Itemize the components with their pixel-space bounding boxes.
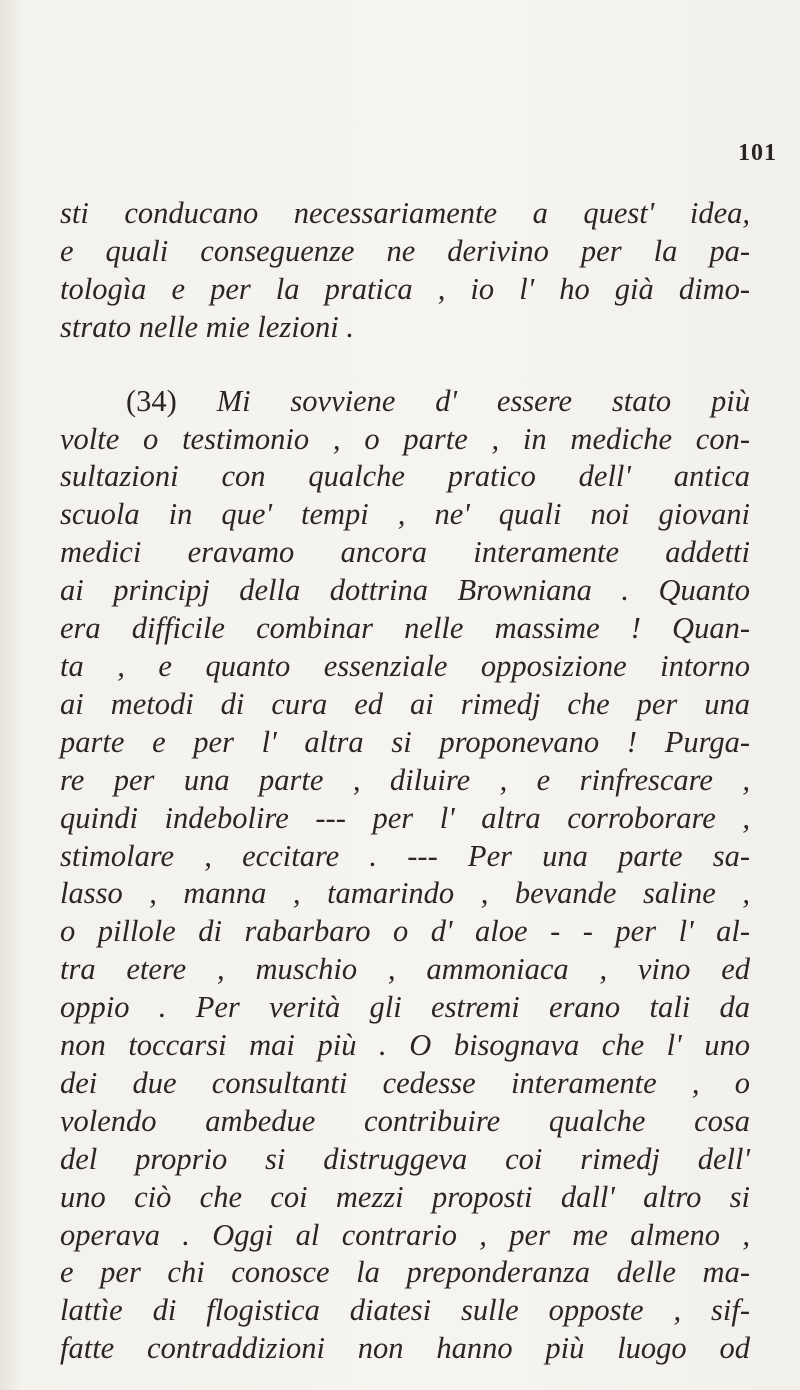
text-line: non toccarsi mai più . O bisognava che l' uno xyxy=(60,1028,750,1063)
text-line: oppio . Per verità gli estremi erano tali da xyxy=(60,990,750,1025)
paragraph-number: (34) xyxy=(126,383,177,418)
text-line: del proprio si distruggeva coi rimedj dell' xyxy=(60,1141,750,1176)
paragraph-opening-line xyxy=(60,383,750,421)
text-line: uno ciò che coi mezzi proposti dall' altro si xyxy=(60,1179,750,1214)
text-line: o pillole di rabarbaro o d' aloe - - per l' al- xyxy=(60,914,750,949)
text-line: era difficile combinar nelle massime ! Quan- xyxy=(60,611,750,646)
text-line: ai principj della dottrina Browniana . Quanto xyxy=(60,573,750,608)
text-line: stimolare , eccitare . --- Per una parte sa- xyxy=(60,838,750,873)
text-line: e per chi conosce la preponderanza delle ma- xyxy=(60,1255,750,1290)
text-line: ai metodi di cura ed ai rimedj che per una xyxy=(60,686,750,721)
body-text xyxy=(60,195,750,1368)
text-line: quindi indebolire --- per l' altra corroborare , xyxy=(60,800,750,835)
text-line: e quali conseguenze ne derivino per la pa- xyxy=(60,233,750,268)
text-line: tra etere , muschio , ammoniaca , vino ed xyxy=(60,952,750,987)
text-line: dei due consultanti cedesse interamente , o xyxy=(60,1065,750,1100)
text-line: sultazioni con qualche pratico dell' antica xyxy=(60,459,750,494)
text-line: volendo ambedue contribuire qualche cosa xyxy=(60,1103,750,1138)
text-line: fatte contraddizioni non hanno più luogo od xyxy=(60,1331,750,1366)
text-line: operava . Oggi al contrario , per me almeno , xyxy=(60,1217,750,1252)
text-line: re per una parte , diluire , e rinfrescare , xyxy=(60,762,750,797)
page-number: 101 xyxy=(738,140,777,166)
text-line: lasso , manna , tamarindo , bevande saline , xyxy=(60,876,750,911)
text-line: medici eravamo ancora interamente addetti xyxy=(60,535,750,570)
text-line: scuola in que' tempi , ne' quali noi giovani xyxy=(60,497,750,532)
text-line: strato nelle mie lezioni . xyxy=(60,309,354,344)
text-line: ta , e quanto essenziale opposizione intorno xyxy=(60,648,750,683)
text-line: lattìe di flogistica diatesi sulle opposte , sif- xyxy=(60,1293,750,1328)
paragraph-gap xyxy=(60,347,750,383)
text-line: parte e per l' altra si proponevano ! Purga- xyxy=(60,724,750,759)
text-line: sti conducano necessariamente a quest' idea, xyxy=(60,196,750,230)
text-line: volte o testimonio , o parte , in mediche con- xyxy=(60,421,750,456)
paragraph-opening-text: Mi sovviene d' essere stato più xyxy=(216,383,750,418)
text-line: tologìa e per la pratica , io l' ho già dimo- xyxy=(60,271,750,306)
